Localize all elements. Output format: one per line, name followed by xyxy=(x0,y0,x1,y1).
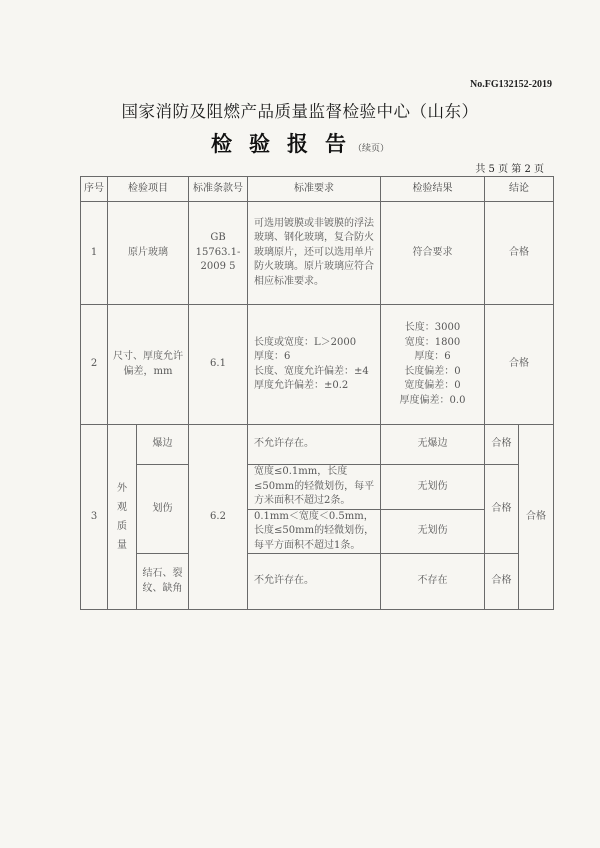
row-clause: 6.1 xyxy=(189,305,248,425)
row-item xyxy=(108,425,137,610)
row-result xyxy=(381,305,485,425)
result-line: 宽度：1800 xyxy=(404,336,461,348)
row-item: 原片玻璃 xyxy=(108,202,189,305)
report-title: 检验报告 xyxy=(210,131,363,156)
row-conclusion: 合格 xyxy=(485,202,554,305)
row-seq: 3 xyxy=(81,425,108,610)
header-conclusion: 结论 xyxy=(485,177,554,202)
table-row xyxy=(81,465,554,510)
subitem-conclusion: 合格 xyxy=(485,425,519,465)
row-conclusion: 合格 xyxy=(519,425,554,610)
row-result: 符合要求 xyxy=(381,202,485,305)
subitem-requirement: 不允许存在。 xyxy=(248,425,381,465)
header-clause: 标准条款号 xyxy=(189,177,248,202)
row-seq: 1 xyxy=(81,202,108,305)
row-seq: 2 xyxy=(81,305,108,425)
inspection-table xyxy=(80,176,554,610)
table-row xyxy=(81,305,554,425)
subitem-result: 无爆边 xyxy=(381,425,485,465)
subitem-result: 不存在 xyxy=(381,554,485,610)
row-conclusion: 合格 xyxy=(485,305,554,425)
result-line: 长度偏差：0 xyxy=(404,365,461,377)
report-number: No.FG132152-2019 xyxy=(470,79,552,90)
header-item: 检验项目 xyxy=(108,177,189,202)
result-line: 长度：3000 xyxy=(404,322,461,333)
row-item: 尺寸、厚度允许偏差，mm xyxy=(108,305,189,425)
title-line xyxy=(0,128,600,158)
title-suffix: （续页） xyxy=(352,144,389,154)
header-requirement: 标准要求 xyxy=(248,177,381,202)
subitem-conclusion: 合格 xyxy=(485,465,519,554)
result-line: 宽度偏差：0 xyxy=(404,380,461,391)
subitem-result: 无划伤 xyxy=(381,509,485,554)
subitem-result: 无划伤 xyxy=(381,465,485,510)
header-seq: 序号 xyxy=(81,177,108,202)
requirement-line: 长度或宽度：L＞2000 xyxy=(254,336,357,348)
result-line: 厚度偏差：0.0 xyxy=(399,394,466,406)
subitem-conclusion: 合格 xyxy=(485,554,519,610)
item-label: 外观质量 xyxy=(117,483,127,551)
table-row xyxy=(81,554,554,610)
table-row xyxy=(81,202,554,305)
subitem-name: 划伤 xyxy=(137,465,189,554)
subitem-requirement: 宽度≤0.1mm，长度≤50mm的轻微划伤，每平方米面积不超过2条。 xyxy=(248,465,381,510)
result-line: 厚度：6 xyxy=(414,351,451,362)
organization-name: 国家消防及阻燃产品质量监督检验中心（山东） xyxy=(121,102,479,121)
requirement-line: 长度、宽度允许偏差：±4 xyxy=(254,365,369,377)
table-header-row xyxy=(81,177,554,202)
requirement-line: 厚度：6 xyxy=(254,351,291,362)
row-requirement xyxy=(248,305,381,425)
row-requirement: 可选用镀膜或非镀膜的浮法玻璃、钢化玻璃，复合防火玻璃原片，还可以选用单片防火玻璃。原片玻璃应符合相应标准要求。 xyxy=(248,202,381,305)
table-row xyxy=(81,425,554,465)
requirement-line: 厚度允许偏差：±0.2 xyxy=(254,380,349,391)
subitem-name: 结石、裂纹、缺角 xyxy=(137,554,189,610)
subitem-requirement: 不允许存在。 xyxy=(248,554,381,610)
page-info: 共 5 页 第 2 页 xyxy=(475,164,544,175)
header-result: 检验结果 xyxy=(381,177,485,202)
row-clause: 6.2 xyxy=(189,425,248,610)
subitem-name: 爆边 xyxy=(137,425,189,465)
row-clause: GB 15763.1-2009 5 xyxy=(189,202,248,305)
subitem-requirement: 0.1mm＜宽度＜0.5mm，长度≤50mm的轻微划伤，每平方面积不超过1条。 xyxy=(248,509,381,554)
